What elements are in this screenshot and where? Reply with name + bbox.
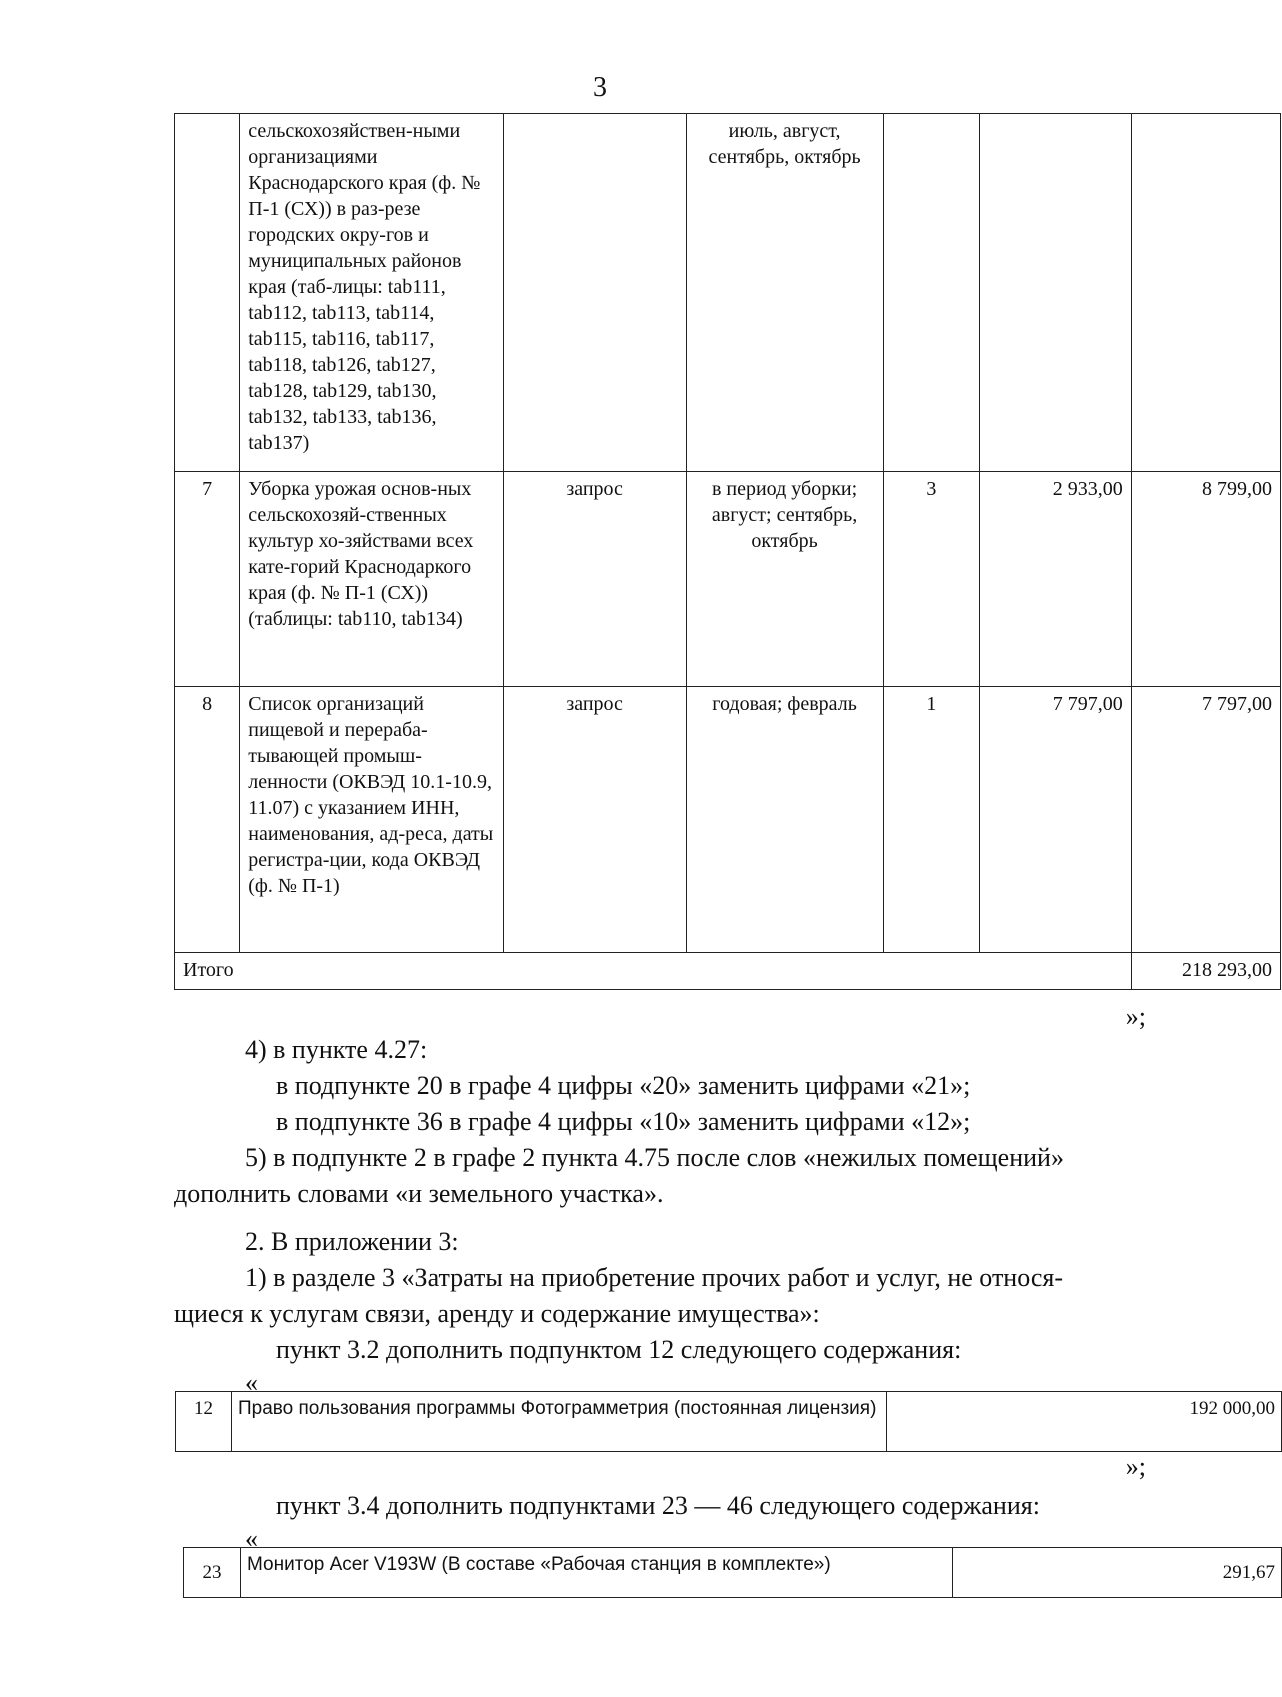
row-name: Уборка урожая основ-ных сельскохозяй-ственных культур хо-зяйствами всех кате-горий Краснодаркого края (ф. № П-1 (СХ)) (таблицы: tab110, tab134) <box>240 472 503 687</box>
table-row <box>175 687 1281 953</box>
row-price: 7 797,00 <box>980 687 1132 953</box>
row-name: Монитор Acer V193W (В составе «Рабочая станция в комплекте») <box>241 1548 953 1598</box>
row-price: 2 933,00 <box>980 472 1132 687</box>
point-3-2-table <box>175 1391 1282 1452</box>
row-sum <box>1131 114 1280 472</box>
row-method: запрос <box>503 687 686 953</box>
services-table <box>174 113 1281 990</box>
row-name: Право пользования программы Фотограмметрия (постоянная лицензия) <box>232 1392 887 1452</box>
row-period: июль, август, сентябрь, октябрь <box>686 114 883 472</box>
row-sum: 7 797,00 <box>1131 687 1280 953</box>
closing-quote: »; <box>1125 1002 1146 1031</box>
paragraph-sub-20: в подпункте 20 в графе 4 цифры «20» заменить цифрами «21»; <box>276 1071 971 1100</box>
row-method <box>503 114 686 472</box>
row-quantity: 1 <box>883 687 980 953</box>
row-number: 12 <box>176 1392 232 1452</box>
total-value: 218 293,00 <box>1131 953 1280 990</box>
row-period: в период уборки; август; сентябрь, октябрь <box>686 472 883 687</box>
table-row <box>175 472 1281 687</box>
table-row <box>184 1548 1282 1598</box>
row-period: годовая; февраль <box>686 687 883 953</box>
paragraph-section-3: 1) в разделе 3 «Затраты на приобретение прочих работ и услуг, не относя- <box>245 1263 1064 1292</box>
paragraph-item-4: 4) в пункте 4.27: <box>245 1035 428 1064</box>
paragraph-point-3-2: пункт 3.2 дополнить подпунктом 12 следующего содержания: <box>276 1335 962 1364</box>
row-number: 23 <box>184 1548 241 1598</box>
opening-quote: « <box>245 1524 258 1553</box>
row-price <box>980 114 1132 472</box>
paragraph-item-5-cont: дополнить словами «и земельного участка». <box>174 1179 664 1208</box>
paragraph-item-5: 5) в подпункте 2 в графе 2 пункта 4.75 после слов «нежилых помещений» <box>245 1143 1064 1172</box>
table-row <box>175 114 1281 472</box>
page-number: 3 <box>593 72 607 103</box>
opening-quote: « <box>245 1368 258 1397</box>
paragraph-appendix-3: 2. В приложении 3: <box>245 1227 459 1256</box>
point-3-4-table <box>183 1547 1282 1598</box>
row-quantity: 3 <box>883 472 980 687</box>
row-method: запрос <box>503 472 686 687</box>
row-number: 8 <box>175 687 240 953</box>
total-row <box>175 953 1281 990</box>
row-value: 291,67 <box>953 1548 1282 1598</box>
total-label: Итого <box>175 953 1132 990</box>
paragraph-point-3-4: пункт 3.4 дополнить подпунктами 23 — 46 следующего содержания: <box>276 1491 1040 1520</box>
paragraph-section-3-cont: щиеся к услугам связи, аренду и содержание имущества»: <box>174 1299 820 1328</box>
closing-quote: »; <box>1125 1452 1146 1481</box>
table-row <box>176 1392 1282 1452</box>
row-name: Список организаций пищевой и перераба-тывающей промыш-ленности (ОКВЭД 10.1-10.9, 11.07) с указанием ИНН, наименования, ад-реса, даты регистра-ции, кода ОКВЭД (ф. № П-1) <box>240 687 503 953</box>
row-value: 192 000,00 <box>887 1392 1282 1452</box>
row-sum: 8 799,00 <box>1131 472 1280 687</box>
row-number: 7 <box>175 472 240 687</box>
row-name: сельскохозяйствен-ными организациями Краснодарского края (ф. № П-1 (СХ)) в раз-резе городских окру-гов и муниципальных районов края (таб-лицы: tab111, tab112, tab113, tab114, tab115, tab116, tab117, tab118, tab126, tab127, tab128, tab129, tab130, tab132, tab133, tab136, tab137) <box>240 114 503 472</box>
row-number <box>175 114 240 472</box>
paragraph-sub-36: в подпункте 36 в графе 4 цифры «10» заменить цифрами «12»; <box>276 1107 971 1136</box>
row-quantity <box>883 114 980 472</box>
